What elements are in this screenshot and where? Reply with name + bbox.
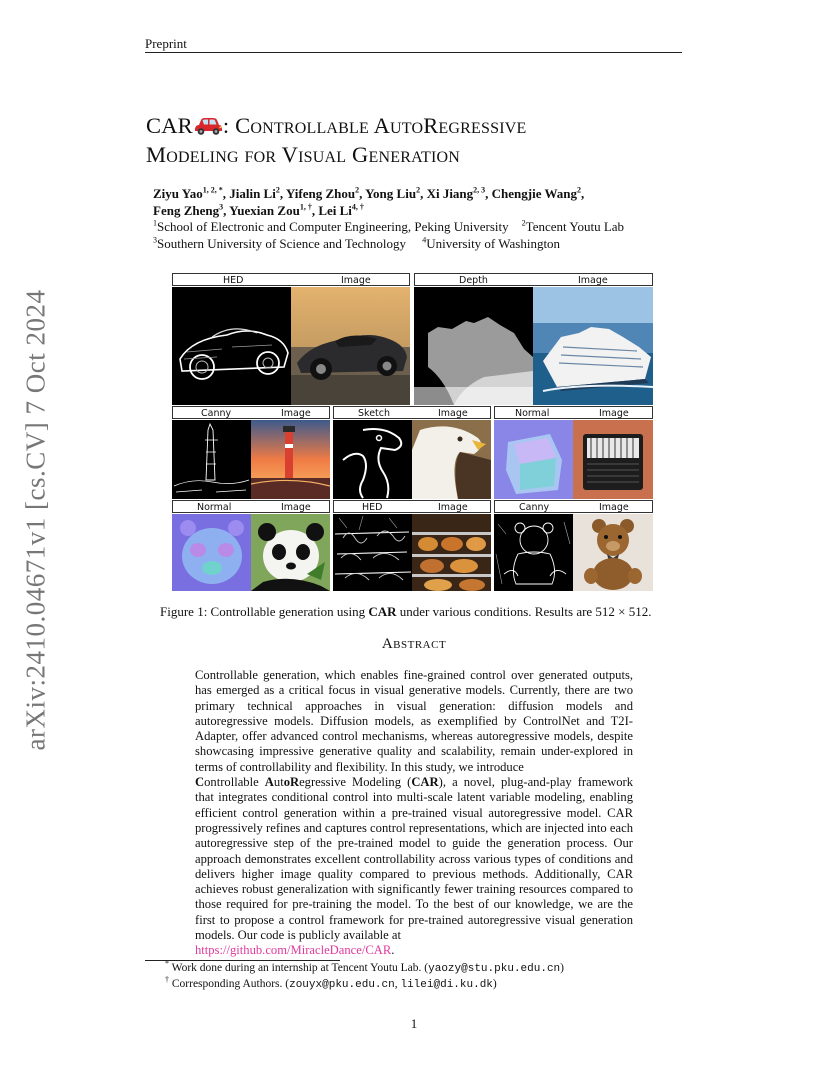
condition-label: Normal [197, 502, 232, 513]
condition-label: Canny [201, 408, 232, 419]
author-affil: 2, 3 [473, 185, 486, 195]
title-prefix: CAR [146, 113, 193, 138]
panel-label-normal-1 [494, 406, 653, 419]
teddy-bear-image [573, 514, 653, 591]
footnote-mark: † [165, 975, 169, 985]
affiliation-4: University of Washington [426, 235, 561, 251]
eagle-photo-image [412, 420, 491, 499]
abstract-text: Controllable generation, which enables fine-grained control over generated outputs, has emerged as a critical focus in visual generative models. Currently, there are two primary technical approaches in visual generation: diffusion models and autoregressive models. Diffusion models, as exemplified by ControlNet and T2I-Adapter, offer advanced control mechanisms, whereas autoregressive models, despite showcasing impressive generative quality and scalability, remain under-explored in terms of controllability and flexibility. In this study, we introduce [195, 668, 633, 774]
food-display-image [412, 514, 491, 591]
panel-label-canny-2 [494, 500, 653, 513]
condition-label: Sketch [358, 408, 391, 419]
condition-label: HED [223, 275, 244, 286]
footnote-rule [145, 960, 340, 961]
footnote-email[interactable]: zouyx@pku.edu.cn [289, 979, 395, 991]
footnote-text: Corresponding Authors. ( [171, 978, 290, 990]
author-line-2 [153, 203, 584, 220]
author-affil: 2 [275, 185, 280, 195]
abstract-text: ), a novel, plug-and-play framework that integrates conditional control into multi-scale latent variable modeling, enabling efficient control generation within a pre-trained visual autoregressive model. CAR progressively refines and captures control representations, which are injected into each autoregressive step of the pre-trained model to guide the generation process. Our approach demonstrates excellent controllability across various types of conditions and delivers higher image quality compared to previous methods. Additionally, CAR achieves robust generalization with significantly fewer training resources compared to those required for pre-training the model. To the best of our knowledge, we are the first to propose a control framework for pre-trained autoregressive visual generation models. Our code is publicly available at [195, 775, 633, 943]
panel-label-normal-2 [172, 500, 330, 513]
lighthouse-sunset-image [251, 420, 330, 499]
header-rule [145, 52, 682, 53]
title-line-1: : Controllable AutoRegressive [222, 113, 527, 138]
abstract-bold: A [264, 775, 274, 790]
author-affil: 4, † [351, 202, 364, 212]
footnote-email[interactable]: lilei@di.ku.dk [400, 979, 493, 991]
panel-label-sketch [333, 406, 491, 419]
arxiv-stamp: arXiv:2410.04671v1 [cs.CV] 7 Oct 2024 [20, 289, 51, 751]
caption-text: Figure 1: Controllable generation using [160, 604, 369, 619]
footnote-text: , [394, 978, 401, 990]
output-label: Image [438, 502, 468, 513]
output-label: Image [438, 408, 468, 419]
affiliations: $^1$School of Electronic and Computer Engineering, Peking University $^2$Tencent Youtu Lab $^3$Southern University of Science and Technology $^4$University of Washington [153, 218, 625, 251]
abstract-bold: C [195, 775, 205, 790]
abstract-text: ontrollable [204, 775, 265, 790]
panel-label-hed-2 [333, 500, 491, 513]
author-affil: 2 [577, 185, 582, 195]
author-name: , Yong Liu [359, 186, 417, 201]
footnote-text: ) [492, 978, 497, 990]
figure-1 [172, 273, 653, 591]
author-name: , Lei Li [311, 202, 352, 218]
output-label: Image [599, 502, 629, 513]
panel-label-canny [172, 406, 330, 419]
title-line-2: Modeling for Visual Generation [146, 142, 461, 167]
author-sep: , [581, 186, 585, 201]
output-label: Image [281, 408, 311, 419]
hed-food-image [333, 514, 412, 591]
normal-panda-image [172, 514, 251, 591]
abstract-text: ut [273, 775, 284, 790]
normal-accordion-image [494, 420, 573, 499]
author-affil: 1, † [299, 202, 312, 212]
abstract-heading: Abstract [381, 636, 447, 652]
panel-label-hed [172, 273, 410, 286]
author-name: Ziyu Yao [153, 186, 203, 201]
figure-caption [160, 604, 652, 620]
affiliation-3: Southern University of Science and Technology [157, 235, 407, 251]
author-line-1 [153, 186, 584, 203]
sketch-eagle-image [333, 420, 412, 499]
running-head: Preprint [145, 36, 187, 51]
accordion-photo-image [573, 420, 653, 499]
author-list [153, 186, 584, 219]
code-link[interactable]: https://github.com/MiracleDance/CAR [195, 943, 392, 958]
author-name: Feng Zheng [153, 202, 220, 218]
caption-bold: CAR [368, 604, 397, 619]
panel-label-depth [414, 273, 653, 286]
author-affil: 2 [416, 185, 421, 195]
caption-text: under various conditions. Results are 512 × 512. [396, 604, 652, 619]
author-affil: 3 [219, 202, 224, 212]
output-label: Image [578, 275, 608, 286]
canny-teddy-image [494, 514, 573, 591]
output-label: Image [281, 502, 311, 513]
depth-ship-image [414, 287, 533, 405]
footnote-mark: * [165, 959, 169, 969]
condition-label: Canny [519, 502, 550, 513]
condition-label: Depth [459, 275, 488, 286]
footnote-text: ) [560, 962, 564, 974]
canny-lighthouse-image [172, 420, 251, 499]
footnote-2 [165, 975, 497, 991]
affiliation-2: Tencent Youtu Lab [525, 219, 625, 234]
abstract-bold: CAR [411, 775, 439, 790]
author-name: , Jialin Li [222, 186, 276, 201]
car-emoji-icon [193, 116, 223, 136]
author-name: , Yifeng Zhou [279, 186, 356, 201]
car-photo-image [291, 287, 410, 405]
abstract-text: . [391, 943, 395, 958]
cruise-ship-image [533, 287, 653, 405]
footnote-email[interactable]: yaozy@stu.pku.edu.cn [428, 963, 561, 975]
output-label: Image [599, 408, 629, 419]
author-affil: 2 [355, 185, 360, 195]
condition-label: HED [362, 502, 383, 513]
footnote-1 [165, 959, 564, 975]
abstract-bold: oR [283, 775, 300, 790]
hed-car-image [172, 287, 291, 405]
output-label: Image [341, 275, 371, 286]
panda-photo-image [251, 514, 330, 591]
author-name: , Yuexian Zou [223, 202, 300, 218]
author-name: , Chengjie Wang [485, 186, 578, 201]
paper-title [146, 111, 526, 169]
condition-label: Normal [515, 408, 550, 419]
author-affil: 1, 2, * [202, 185, 223, 195]
author-name: , Xi Jiang [420, 186, 474, 201]
page-number: 1 [410, 1016, 418, 1031]
footnote-text: Work done during an internship at Tencent Youtu Lab. ( [171, 962, 429, 974]
affiliation-1: School of Electronic and Computer Engineering, Peking University [157, 219, 509, 234]
abstract-text: egressive Modeling ( [299, 775, 412, 790]
abstract-body [195, 668, 633, 959]
